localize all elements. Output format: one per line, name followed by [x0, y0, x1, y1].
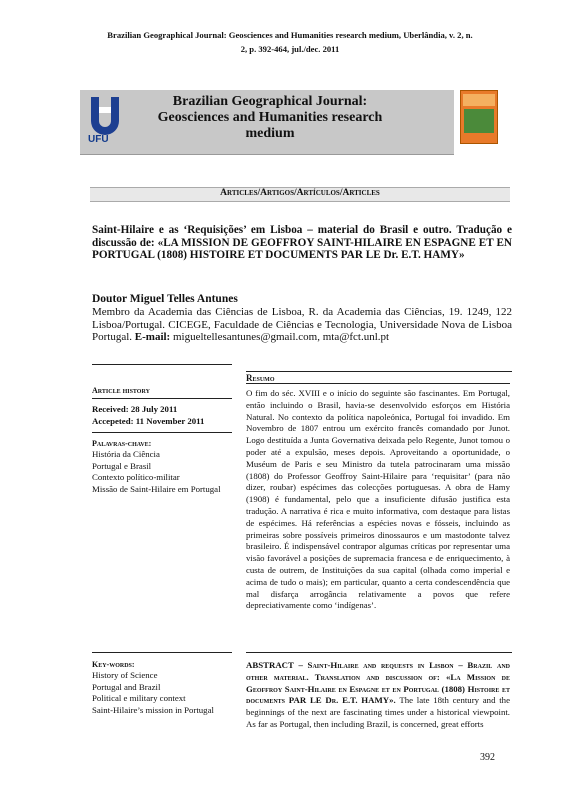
journal-title-line-1: Brazilian Geographical Journal: [172, 94, 368, 109]
list-item: História da Ciência [92, 449, 160, 459]
journal-cover-image [460, 90, 498, 144]
author-name: Doutor Miguel Telles Antunes [92, 293, 238, 305]
accepted-date: Accepeted: 11 November 2011 [92, 415, 205, 426]
list-item: Saint-Hilaire’s mission in Portugal [92, 704, 214, 715]
palavras-chave-list [92, 449, 221, 495]
journal-ref-line-2: 2, p. 392-464, jul./dec. 2011 [240, 44, 340, 54]
list-item: Portugal e Brasil [92, 460, 152, 471]
email-label: E-mail: [134, 331, 171, 344]
list-item: History of Science [92, 670, 158, 680]
received-date: Received: 28 July 2011 [92, 404, 178, 414]
journal-ref-line-1: Brazilian Geographical Journal: Geosciences and Humanities research medium, Uberlândia, v. 2, n. [107, 30, 473, 40]
journal-title-line-3: medium [245, 126, 295, 141]
list-item: Missão de Saint-Hilaire em Portugal [92, 483, 221, 494]
divider-left-top [92, 364, 232, 365]
list-item: Political e military context [92, 693, 186, 704]
email-address[interactable]: migueltellesantunes@gmail.com, mta@fct.unl.pt [172, 331, 390, 344]
divider-right-top [246, 371, 512, 372]
resumo-text: O fim do séc. XVIII e o início do seguinte são fascinantes. Em Portugal, então incluindo o Brasil, havia-se desenvolvido esforços em História Natural. No contexto da política napoleónica, Portugal foi invadido. Em Novembro de 1807 entrou um exército francês comandado por Junot. Logo destituída a Junta Governativa deixada pelo Regente, Junot tomou o poder até a expulsão, meses depois. Aproveitando a oportunidade, o Muséum de Paris e seu Ministro da tutela patrocinaram uma missão (1808) do Professor Geoffroy Saint-Hilaire para ‘requisitar’ (para não dizer, roubar) espécimes das colecções portuguesas. A obra de Hamy (1908) é fundamental, pelo que a insuficiente difusão justifica esta tradução. A narrativa é rica e muito informativa, com destaque para listas de espécimes. Há referências a espécies novas e fósseis, incluindo as primeiras sobre possíveis primeiros dinossauros e um mastodonte talvez brasileiro. É indispensável contrapor algumas críticas por representar uma visão favorável a posições de supremacia francesa e de enriquecimento, à custa de outrem, de Instituições da sua capital (olhada como imperial e acima de tudo o mais); em particular, quanto a certa condescendência que mal disfarça arrogância relativamente a povos que refere depreciativamente como ‘indígenas’. [246, 388, 510, 611]
journal-reference [60, 28, 520, 56]
article-title: Saint-Hilaire e as ‘Requisições’ em Lisboa – material do Brasil e outro. Tradução e discussão de: «LA MISSION DE GEOFFROY SAINT-HILAIRE EN ESPAGNE ET EN PORTUGAL (1808) HISTOIRE ET DOCUMENTS PAR LE Dr. E.T. HAMY» [92, 224, 512, 262]
divider-left-bottom [92, 652, 232, 653]
affiliation-text: Membro da Academia das Ciências de Lisboa, R. da Academia das Ciências, 19. 1249, 122 Lisboa/Portugal. CICEGE, Faculdade de Ciências e Tecnologia, Universidade Nova de Lisboa Portugal. [92, 306, 512, 344]
article-history-heading: Article history [92, 386, 150, 395]
keywords-heading: Key-words: [92, 660, 135, 669]
page-number: 392 [480, 752, 495, 763]
list-item: Portugal and Brazil [92, 681, 161, 692]
article-history [92, 404, 204, 427]
abstract-text: The late 18th century and the beginnings of the next are fascinating times under a historical viewpoint. As far as Portugal, then including Brazil, is concerned, great efforts [246, 695, 510, 729]
abstract-heading: ABSTRACT – Saint-Hilaire and requests in Lisbon – Brazil and other material. Translation and discussion of: «La Mission de Geoffroy Saint-Hilaire en Espagne et en Portugal (1808) Histoire et documents PAR LE Dr. E.T. HAMY». [246, 660, 510, 706]
journal-title [115, 94, 425, 142]
section-label: Articles/Artigos/Artículos/Articles [220, 188, 380, 198]
logo-text: UFU [88, 134, 109, 145]
resumo-heading: Resumo [246, 373, 275, 383]
history-underline [92, 398, 232, 399]
author-affiliation [92, 306, 512, 344]
keywords-list [92, 670, 214, 716]
list-item: Contexto político-militar [92, 472, 180, 483]
journal-title-line-2: Geosciences and Humanities research [157, 110, 383, 125]
abstract [246, 660, 510, 731]
palavras-chave-heading: Palavras-chave: [92, 439, 152, 448]
history-divider [92, 432, 232, 433]
resumo-underline [246, 383, 510, 384]
divider-right-bottom [246, 652, 512, 653]
